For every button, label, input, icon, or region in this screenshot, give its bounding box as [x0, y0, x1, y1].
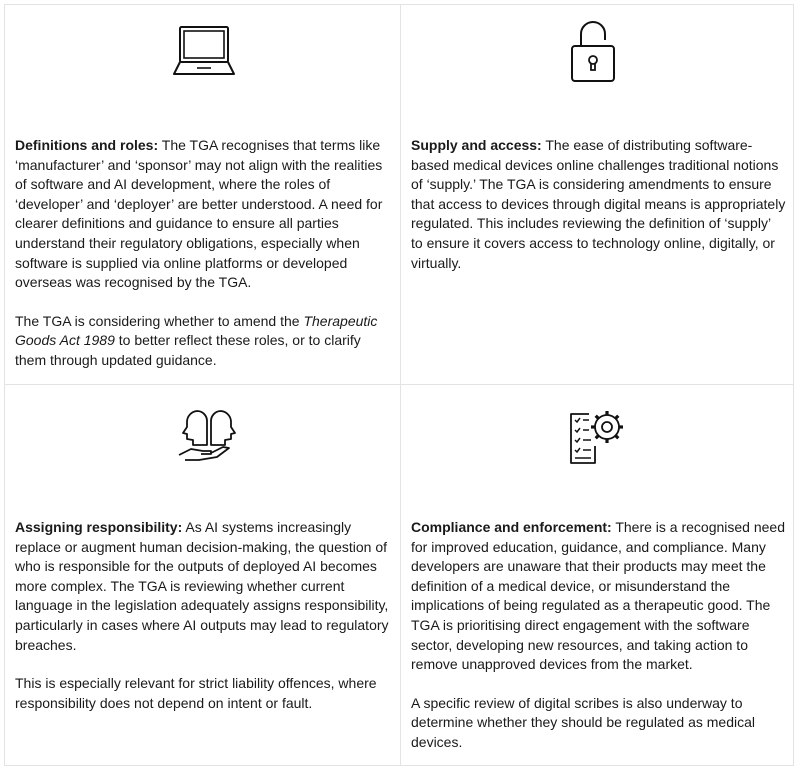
compliance-text	[411, 518, 786, 772]
supply-heading: Supply and access:	[411, 137, 542, 153]
definitions-paragraph-1	[15, 136, 390, 293]
compliance-paragraph-1	[411, 518, 786, 675]
supply-text	[411, 136, 786, 292]
definitions-text	[15, 136, 390, 390]
responsibility-paragraph-1	[15, 518, 390, 655]
compliance-body: There is a recognised need for improved education, guidance, and compliance. Many developers are unaware that their products may meet the definition of a medical device, or misunderstand the implications of being regulated as a therapeutic good. The TGA is prioritising direct engagement with the software sector, developing new resources, and taking action to remove unapproved devices from the market.	[411, 519, 786, 673]
responsibility-heading: Assigning responsibility:	[15, 519, 183, 535]
definitions-paragraph-2	[15, 312, 390, 371]
definitions-icon-area	[5, 5, 400, 125]
supply-and-access-panel	[401, 5, 796, 384]
responsibility-text	[15, 518, 390, 732]
compliance-paragraph-2: A specific review of digital scribes is also underway to determine whether they should be regulated as medical devices.	[411, 694, 755, 750]
hand-holding-heads-icon	[177, 407, 241, 463]
definitions-para2-pre: The TGA is considering whether to amend the	[15, 312, 304, 329]
responsibility-body: As AI systems increasingly replace or augment human decision-making, the question of who is responsible for the outputs of deployed AI becomes more complex. The TGA is reviewing whether current language in the legislation adequately assigns responsibility, particularly in cases where AI outputs may lead to regulatory breaches.	[15, 519, 389, 653]
definitions-body: The TGA recognises that terms like ‘manufacturer’ and ‘sponsor’ may not align with the realities of software and AI development, where the roles of ‘developer’ and ‘deployer’ are better understood. A need for clearer definitions and guidance to ensure all parties understand their regulatory obligations, especially when software is supplied via online platforms or developed overseas was recognised by the TGA.	[15, 137, 383, 291]
therapeutic-goods-act-title: Therapeutic Goods Act 1989	[15, 312, 378, 349]
checklist-gear-icon	[565, 406, 627, 466]
topic-grid	[4, 4, 794, 766]
definitions-and-roles-panel	[5, 5, 400, 384]
laptop-icon	[173, 25, 235, 77]
definitions-heading: Definitions and roles:	[15, 137, 159, 153]
supply-icon-area	[401, 5, 796, 125]
supply-paragraph-1	[411, 136, 786, 273]
compliance-icon-area	[401, 385, 796, 505]
padlock-icon	[569, 18, 617, 84]
definitions-para2-post: to better reflect these roles, or to clarify them through updated guidance.	[15, 332, 361, 368]
supply-body: The ease of distributing software-based medical devices online challenges traditional notions of ‘supply.’ The TGA is considering amendments to ensure that access to devices through digital means is appropriately regulated. This includes reviewing the definition of ‘supply’ to ensure it covers access to technology online, digitally, or virtually.	[411, 137, 786, 271]
responsibility-paragraph-2: This is especially relevant for strict liability offences, where responsibility does not depend on intent or fault.	[15, 675, 377, 711]
compliance-heading: Compliance and enforcement:	[411, 519, 612, 535]
compliance-and-enforcement-panel	[401, 385, 796, 767]
assigning-responsibility-panel	[5, 385, 400, 767]
responsibility-icon-area	[5, 385, 400, 505]
